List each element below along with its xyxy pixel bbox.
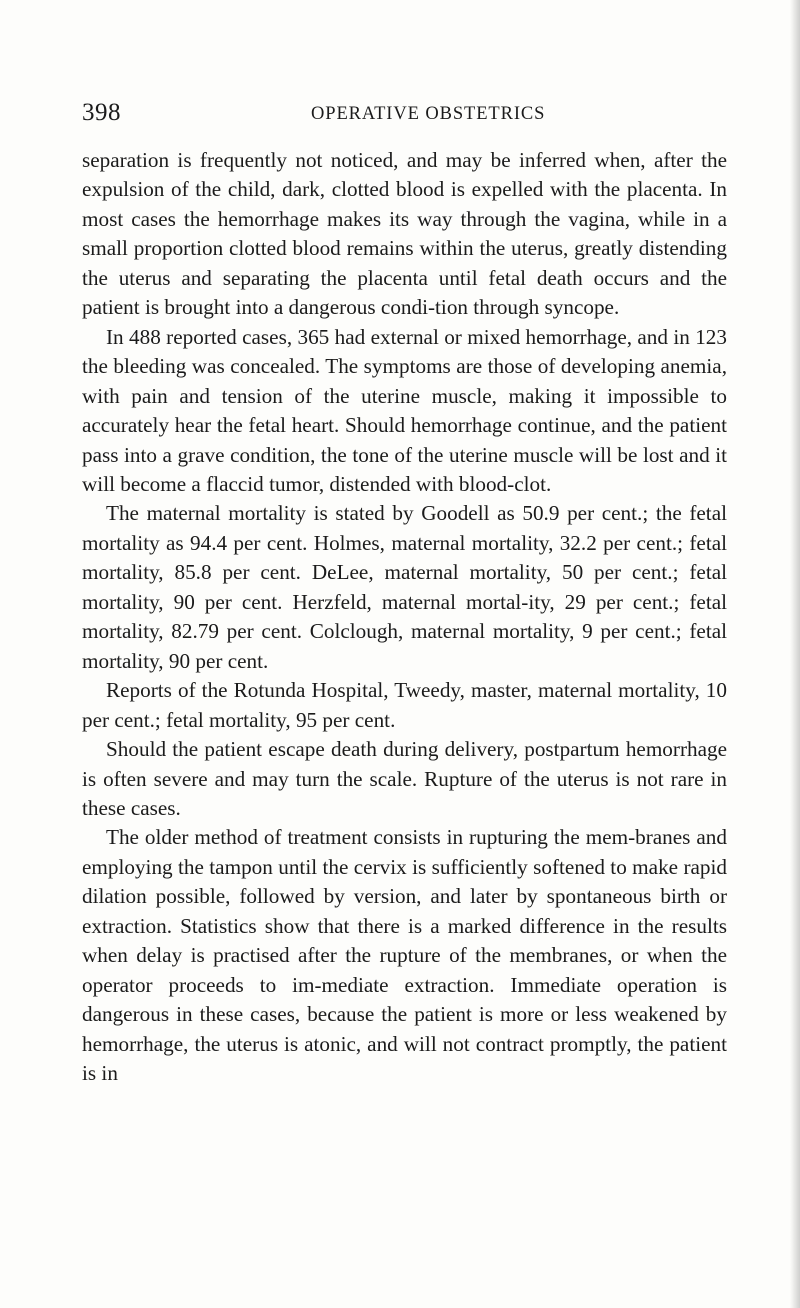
body-text	[82, 146, 727, 1089]
paragraph-mortality: The maternal mortality is stated by Goodell as 50.9 per cent.; the fetal mortality as 94.4 per cent. Holmes, maternal mortality, 32.2 per cent.; fetal mortality, 85.8 per cent. DeLee, maternal mortality, 50 per cent.; fetal mortality, 90 per cent. Herzfeld, maternal mortal-ity, 29 per cent.; fetal mortality, 82.79 per cent. Colclough, maternal mortality, 9 per cent.; fetal mortality, 90 per cent.	[82, 501, 727, 673]
paragraph-postpartum: Should the patient escape death during delivery, postpartum hemorrhage is often severe and may turn the scale. Rupture of the uterus is not rare in these cases.	[82, 737, 727, 820]
running-head: OPERATIVE OBSTETRICS	[311, 104, 546, 124]
page-header	[82, 98, 722, 132]
paragraph-continued: separation is frequently not noticed, and may be inferred when, after the expulsion of the child, dark, clotted blood is expelled with the placenta. In most cases the hemorrhage makes its way through the vagina, while in a small proportion clotted blood remains within the uterus, greatly distending the uterus and separating the placenta until fetal death occurs and the patient is brought into a dangerous condi-tion through syncope.	[82, 148, 727, 320]
page-edge-shadow	[790, 0, 800, 1308]
paragraph-rotunda-reports: Reports of the Rotunda Hospital, Tweedy, master, maternal mortality, 10 per cent.; fetal mortality, 95 per cent.	[82, 678, 727, 732]
paragraph-treatment: The older method of treatment consists in rupturing the mem-branes and employing the tampon until the cervix is sufficiently softened to make rapid dilation possible, followed by version, and later by spontaneous birth or extraction. Statistics show that there is a marked difference in the results when delay is practised after the rupture of the membranes, or when the operator proceeds to im-mediate extraction. Immediate operation is dangerous in these cases, because the patient is more or less weakened by hemorrhage, the uterus is atonic, and will not contract promptly, the patient is in	[82, 825, 727, 1086]
page-number: 398	[82, 99, 121, 126]
paragraph-case-statistics: In 488 reported cases, 365 had external or mixed hemorrhage, and in 123 the bleeding was concealed. The symptoms are those of developing anemia, with pain and tension of the uterine muscle, making it impossible to accurately hear the fetal heart. Should hemorrhage continue, and the patient pass into a grave condition, the tone of the uterine muscle will be lost and it will become a flaccid tumor, distended with blood-clot.	[82, 324, 727, 496]
